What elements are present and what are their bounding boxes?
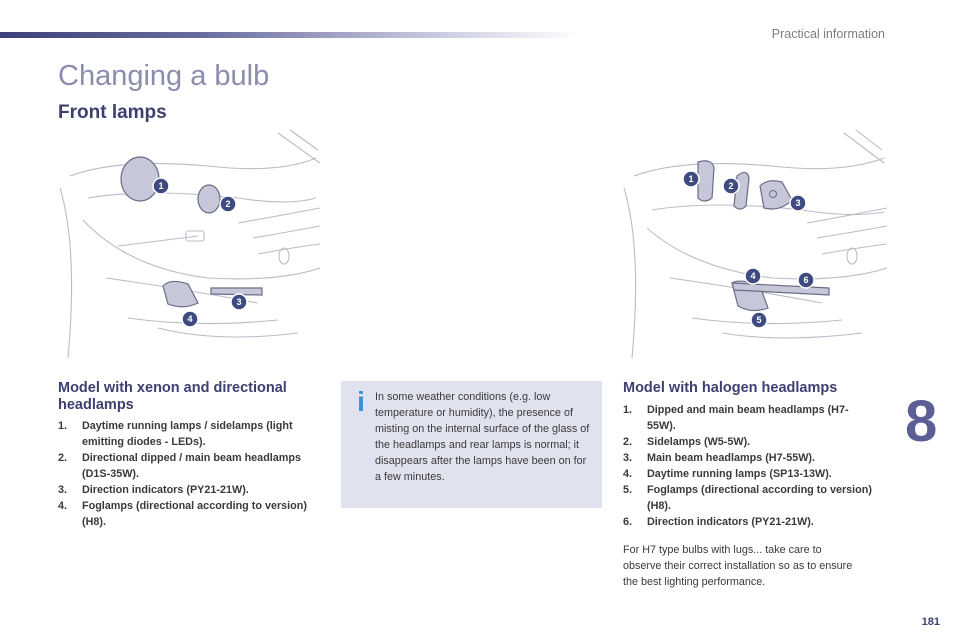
list-item: 1. Daytime running lamps / sidelamps (light emitting diodes - LEDs). [58, 420, 293, 448]
info-box [341, 381, 602, 508]
callout-4 [745, 268, 761, 284]
list-item: 3. Main beam headlamps (H7-55W). [623, 452, 815, 464]
section-subtitle: Front lamps [58, 102, 167, 123]
svg-text:2: 2 [225, 199, 231, 209]
xenon-model-heading: Model with xenon and directional headlamps [58, 380, 287, 413]
list-item: 6. Direction indicators (PY21-21W). [623, 516, 814, 528]
callout-1 [153, 178, 169, 194]
list-item: 2. Sidelamps (W5-5W). [623, 436, 751, 448]
halogen-model-heading: Model with halogen headlamps [623, 380, 838, 396]
list-item: 2. Directional dipped / main beam headlamps (D1S-35W). [58, 452, 301, 480]
callout-6 [798, 272, 814, 288]
callout-3 [231, 294, 247, 310]
xenon-headlamp-diagram [58, 128, 320, 363]
h7-bulb-note: For H7 type bulbs with lugs... take care to observe their correct installation so as to ensure the best lighting performance. [623, 544, 853, 588]
halogen-bulb-list [623, 402, 873, 530]
svg-text:6: 6 [803, 275, 809, 285]
svg-text:3: 3 [236, 297, 242, 307]
header-gradient-bar [0, 32, 580, 38]
svg-text:2: 2 [728, 181, 734, 191]
page-number: 181 [921, 616, 940, 628]
svg-text:5: 5 [756, 315, 762, 325]
callout-3 [790, 195, 806, 211]
callout-5 [751, 312, 767, 328]
svg-text:4: 4 [187, 314, 193, 324]
list-item: 4. Foglamps (directional according to version) (H8). [58, 500, 307, 528]
xenon-bulb-list [58, 418, 320, 530]
info-icon: i [357, 386, 365, 417]
svg-text:1: 1 [688, 174, 694, 184]
list-item: 5. Foglamps (directional according to version) (H8). [623, 484, 872, 512]
svg-text:4: 4 [750, 271, 756, 281]
section-label: Practical information [771, 27, 885, 41]
callout-1 [683, 171, 699, 187]
callout-2 [723, 178, 739, 194]
list-item: 1. Dipped and main beam headlamps (H7-55W). [623, 404, 849, 432]
page-title: Changing a bulb [58, 60, 270, 92]
info-text: In some weather conditions (e.g. low temperature or humidity), the presence of misting on the internal surface of the glass of the headlamps and rear lamps is normal; it disappears after the lamps have been on for a few minutes. [375, 391, 590, 483]
list-item: 3. Direction indicators (PY21-21W). [58, 484, 249, 496]
callout-4 [182, 311, 198, 327]
svg-text:1: 1 [158, 181, 164, 191]
list-item: 4. Daytime running lamps (SP13-13W). [623, 468, 832, 480]
halogen-headlamp-diagram [622, 128, 887, 363]
callout-2 [220, 196, 236, 212]
chapter-number: 8 [905, 389, 938, 454]
svg-text:3: 3 [795, 198, 801, 208]
